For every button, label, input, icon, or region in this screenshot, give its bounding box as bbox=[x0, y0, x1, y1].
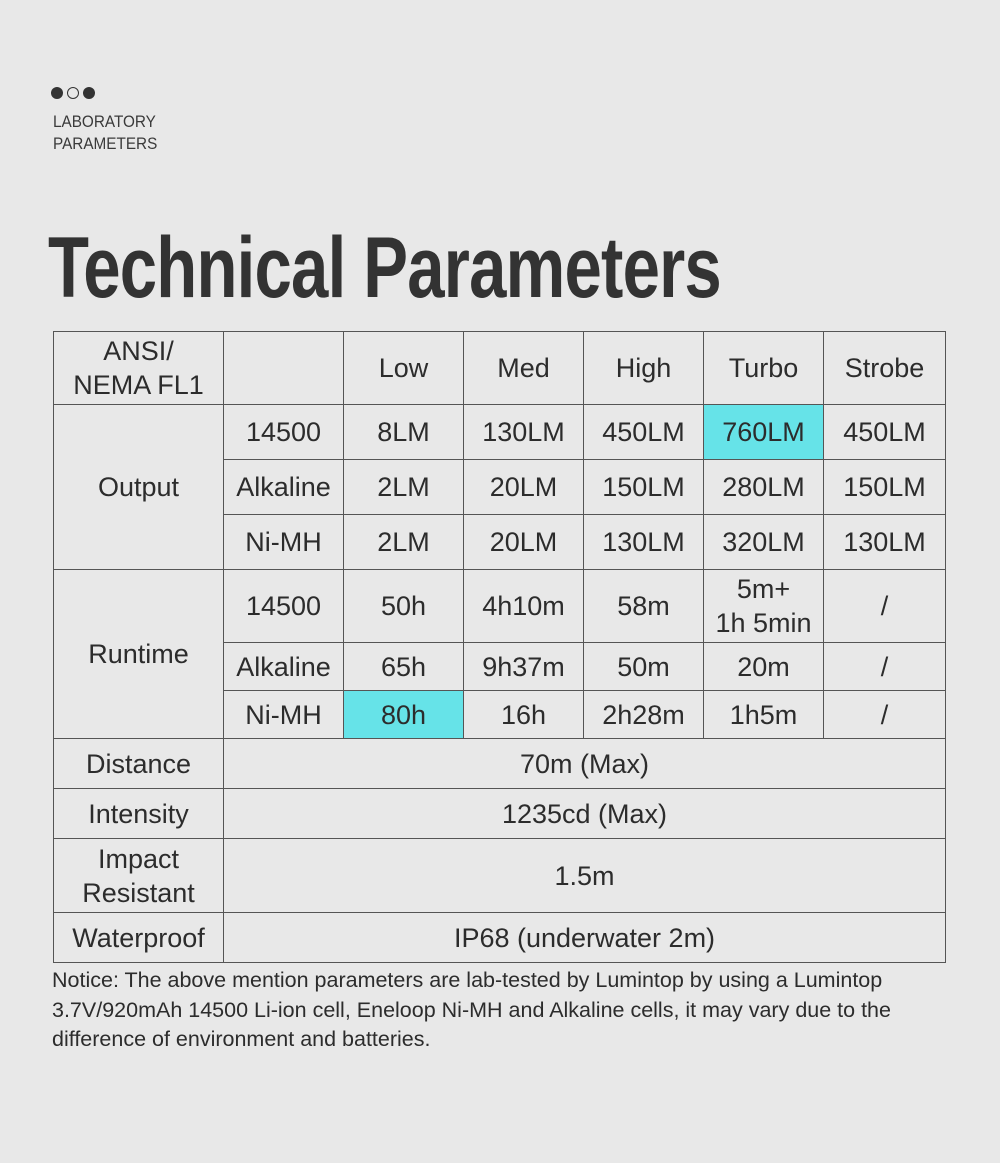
value-cell: / bbox=[824, 691, 946, 739]
intensity-value: 1235cd (Max) bbox=[224, 789, 946, 839]
page-title: Technical Parameters bbox=[48, 220, 721, 316]
spec-table bbox=[53, 331, 946, 963]
value-cell: 8LM bbox=[344, 405, 464, 460]
table-row bbox=[54, 789, 946, 839]
value-cell: 130LM bbox=[464, 405, 584, 460]
section-label bbox=[53, 111, 157, 155]
value-cell: 20m bbox=[704, 643, 824, 691]
battery-cell: Ni-MH bbox=[224, 515, 344, 570]
value-line2: 1h 5min bbox=[715, 608, 812, 638]
value-cell-highlighted: 760LM bbox=[704, 405, 824, 460]
mode-header: Med bbox=[464, 332, 584, 405]
value-cell: 2LM bbox=[344, 515, 464, 570]
value-cell: 9h37m bbox=[464, 643, 584, 691]
value-cell-highlighted: 80h bbox=[344, 691, 464, 739]
battery-cell: Alkaline bbox=[224, 643, 344, 691]
value-cell: 2h28m bbox=[584, 691, 704, 739]
dot-icon bbox=[51, 87, 63, 99]
battery-cell: 14500 bbox=[224, 405, 344, 460]
output-label: Output bbox=[54, 405, 224, 570]
value-cell: 20LM bbox=[464, 515, 584, 570]
mode-header: Low bbox=[344, 332, 464, 405]
intensity-label: Intensity bbox=[54, 789, 224, 839]
table-row bbox=[54, 739, 946, 789]
waterproof-value: IP68 (underwater 2m) bbox=[224, 913, 946, 963]
distance-label: Distance bbox=[54, 739, 224, 789]
runtime-label: Runtime bbox=[54, 570, 224, 739]
notice-text: Notice: The above mention parameters are lab-tested by Lumintop by using a Lumintop 3.7V/920mAh 14500 Li-ion cell, Eneloop Ni-MH and Alkaline cells, it may vary due to the difference of environment and batteries. bbox=[52, 968, 891, 1051]
value-cell: 450LM bbox=[584, 405, 704, 460]
section-label-line1: LABORATORY bbox=[53, 112, 156, 131]
section-label-line2: PARAMETERS bbox=[53, 134, 158, 153]
value-cell: / bbox=[824, 643, 946, 691]
table-row bbox=[54, 570, 946, 643]
value-cell: 320LM bbox=[704, 515, 824, 570]
value-cell: 1h5m bbox=[704, 691, 824, 739]
corner-line1: ANSI/ bbox=[103, 336, 174, 366]
value-cell: 4h10m bbox=[464, 570, 584, 643]
value-cell-two-line bbox=[704, 570, 824, 643]
value-cell: 50m bbox=[584, 643, 704, 691]
table-row bbox=[54, 913, 946, 963]
value-cell: 450LM bbox=[824, 405, 946, 460]
impact-label-line1: Impact bbox=[97, 843, 180, 874]
impact-value: 1.5m bbox=[224, 839, 946, 913]
empty-header-cell bbox=[224, 332, 344, 405]
mode-header: Strobe bbox=[824, 332, 946, 405]
table-row bbox=[54, 405, 946, 460]
value-cell: 58m bbox=[584, 570, 704, 643]
value-line1: 5m+ bbox=[736, 574, 791, 604]
value-cell: 2LM bbox=[344, 460, 464, 515]
mode-header: Turbo bbox=[704, 332, 824, 405]
value-cell: 150LM bbox=[824, 460, 946, 515]
table-row bbox=[54, 839, 946, 913]
value-cell: 65h bbox=[344, 643, 464, 691]
distance-value: 70m (Max) bbox=[224, 739, 946, 789]
value-cell: / bbox=[824, 570, 946, 643]
corner-line2: NEMA FL1 bbox=[73, 370, 204, 400]
dot-icon bbox=[83, 87, 95, 99]
value-cell: 280LM bbox=[704, 460, 824, 515]
impact-label-line2: Resistant bbox=[82, 877, 195, 908]
value-cell: 16h bbox=[464, 691, 584, 739]
dot-icon bbox=[67, 87, 79, 99]
value-cell: 50h bbox=[344, 570, 464, 643]
waterproof-label: Waterproof bbox=[54, 913, 224, 963]
value-cell: 150LM bbox=[584, 460, 704, 515]
battery-cell: 14500 bbox=[224, 570, 344, 643]
battery-cell: Ni-MH bbox=[224, 691, 344, 739]
impact-label bbox=[54, 839, 224, 913]
value-cell: 20LM bbox=[464, 460, 584, 515]
corner-cell bbox=[54, 332, 224, 405]
value-cell: 130LM bbox=[584, 515, 704, 570]
mode-header: High bbox=[584, 332, 704, 405]
value-cell: 130LM bbox=[824, 515, 946, 570]
battery-cell: Alkaline bbox=[224, 460, 344, 515]
pagination-dots bbox=[51, 87, 95, 99]
table-header-row bbox=[54, 332, 946, 405]
